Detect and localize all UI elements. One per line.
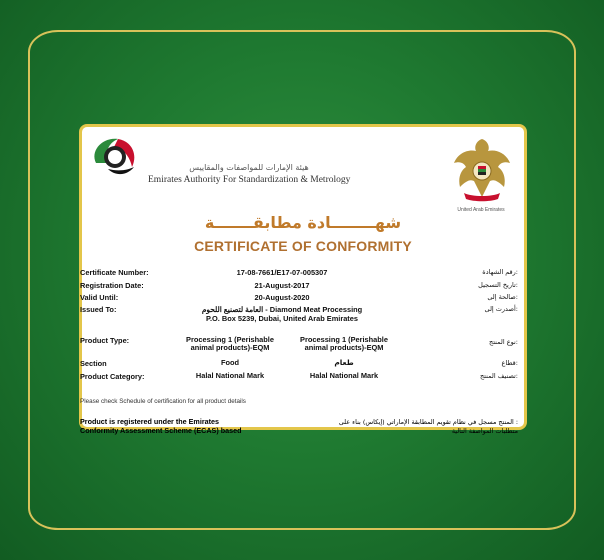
product-type-value-2: Processing 1 (Perishable animal products)-EQM	[300, 335, 388, 352]
product-type-value: Processing 1 (Perishable animal products)-EQM	[186, 335, 274, 352]
footer-arabic	[318, 418, 518, 436]
issued-to-value: العامة لتصنيع اللحوم - Diamond Meat Processing	[201, 305, 363, 314]
valid-until-label: Valid Until:	[80, 293, 119, 302]
footer-english-line2: Conformity Assessment Scheme (ECAS) based	[80, 426, 242, 435]
product-category-label: Product Category:	[80, 372, 145, 381]
section-label: Section	[80, 359, 107, 368]
authority-name-arabic: هيئة الإمارات للمواصفات والمقاييس	[189, 163, 309, 172]
product-type-label-ar: نوع المنتج:	[489, 338, 518, 346]
footer-english-line1: Product is registered under the Emirates	[80, 417, 219, 426]
footer-arabic-line1: المنتج مسجل في نظام تقويم المطابقة الإماراتي (إيكاس) بناء على :	[338, 418, 518, 426]
title-english: CERTIFICATE OF CONFORMITY	[194, 238, 412, 254]
valid-until-value: 20-August-2020	[254, 293, 310, 302]
product-category-value: Halal National Mark	[195, 371, 265, 380]
uae-emblem-icon	[452, 135, 512, 205]
footer-arabic-line2: متطلبات المواصفة التالية	[451, 427, 518, 435]
registration-date-label: Registration Date:	[80, 281, 144, 290]
issued-to-label-ar: أصدرت إلى:	[484, 305, 518, 313]
esma-logo-icon	[88, 133, 140, 181]
issued-to-label: Issued To:	[80, 305, 117, 314]
certificate-number-value: 17-08-7661/E17-07-005307	[236, 268, 328, 277]
registration-date-value: 21-August-2017	[254, 281, 310, 290]
section-value: Food	[220, 358, 240, 367]
certificate-number-label: Certificate Number:	[80, 268, 149, 277]
product-category-label-ar: تصنيف المنتج:	[479, 372, 518, 380]
authority-name-english: Emirates Authority For Standardization & Metrology	[148, 175, 351, 185]
emblem-caption: United Arab Emirates	[457, 207, 505, 213]
issued-to-address: P.O. Box 5239, Dubai, United Arab Emirates	[206, 314, 358, 323]
section-label-ar: قطاع:	[501, 359, 518, 367]
section-value-ar: طعام	[334, 358, 354, 367]
footer-english	[80, 417, 280, 435]
product-type-label: Product Type:	[80, 336, 130, 345]
certificate-document	[79, 124, 527, 435]
product-category-value-2: Halal National Mark	[309, 371, 379, 380]
title-arabic: شهــــــــادة مطابقـــــــة	[204, 213, 402, 232]
certificate-number-label-ar: رقم الشهادة:	[482, 268, 518, 276]
registration-date-label-ar: تاريخ التسجيل:	[478, 281, 518, 289]
valid-until-label-ar: صالحة إلى:	[487, 293, 518, 301]
schedule-note: Please check Schedule of certification for all product details	[80, 398, 246, 405]
